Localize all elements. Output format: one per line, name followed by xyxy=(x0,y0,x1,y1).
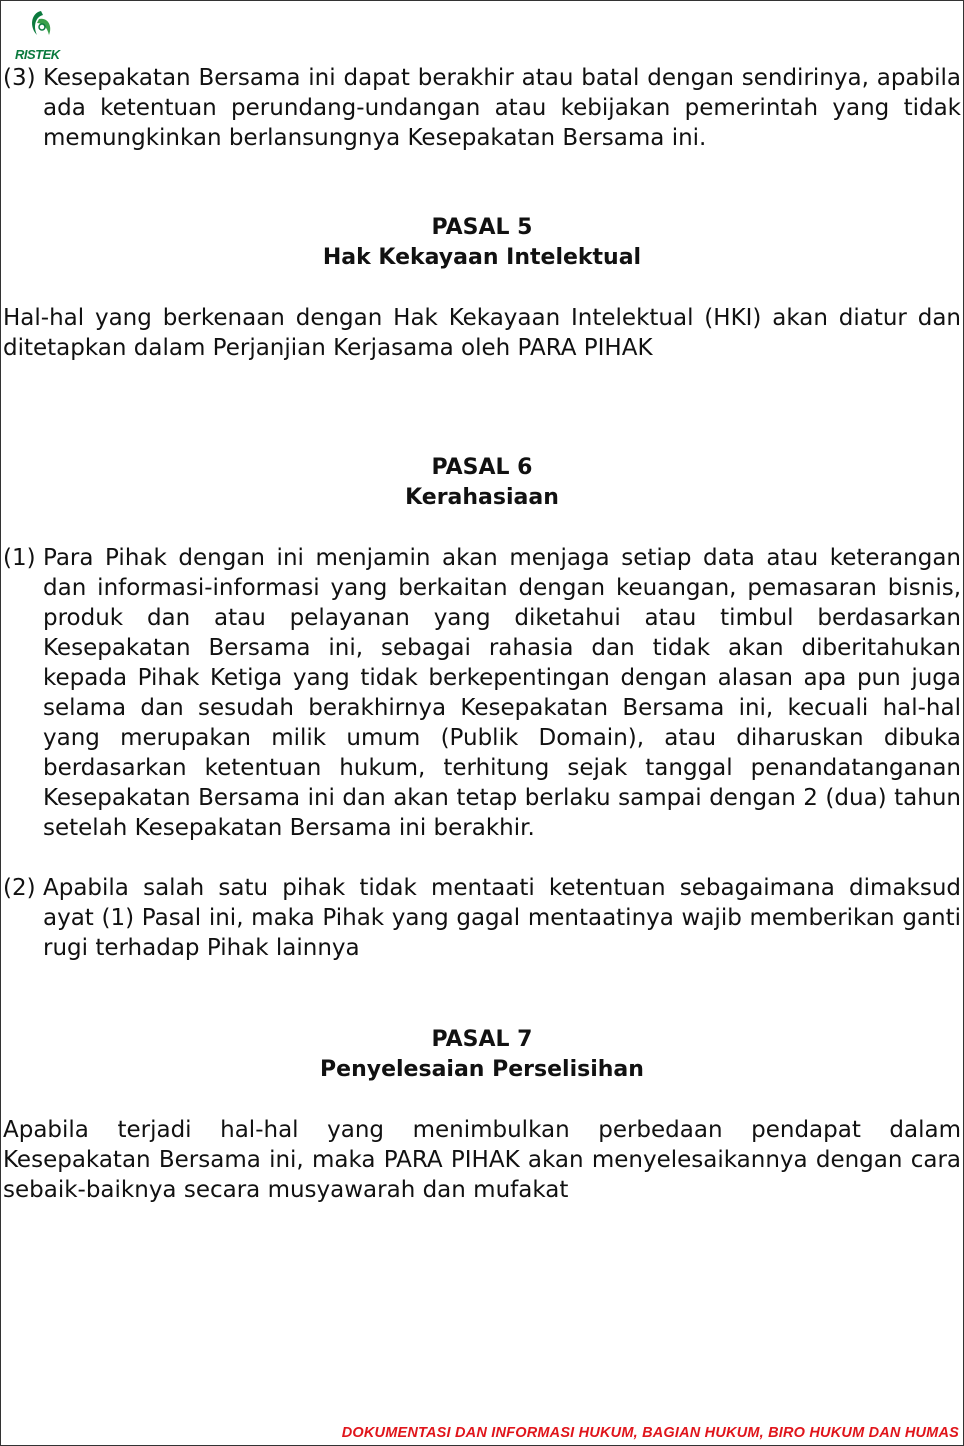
item-text: Para Pihak dengan ini menjamin akan menjaga setiap data atau keterangan dan informasi-informasi yang berkaitan dengan keuangan, pemasaran bisnis, produk dan atau pelayanan yang diketahui atau timbul berdasarkan Kesepakatan Bersama ini, sebagai rahasia dan tidak akan diberitahukan kepada Pihak Ketiga yang tidak berkepentingan dengan alasan apa pun juga selama dan sesudah berakhirnya Kesepakatan Bersama ini, kecuali hal-hal yang merupakan milik umum (Publik Domain), atau diharuskan dibuka berdasarkan ketentuan hukum, terhitung sejak tanggal penandatanganan Kesepakatan Bersama ini dan akan tetap berlaku sampai dengan 2 (dua) tahun setelah Kesepakatan Bersama ini berakhir. xyxy=(43,545,961,841)
item-text: Apabila salah satu pihak tidak mentaati ketentuan sebagaimana dimaksud ayat (1) Pasal ini, maka Pihak yang gagal mentaatinya wajib memberikan ganti rugi terhadap Pihak lainnya xyxy=(43,875,961,961)
logo-text: RISTEK xyxy=(15,47,60,62)
pasal7-body: Apabila terjadi hal-hal yang menimbulkan perbedaan pendapat dalam Kesepakatan Bersama ini, maka PARA PIHAK akan menyelesaikannya dengan cara sebaik-baiknya secara musyawarah dan mufakat xyxy=(3,1117,961,1203)
pasal6-number: PASAL 6 xyxy=(431,455,533,480)
ristek-logo xyxy=(15,7,63,63)
pasal6-title: Kerahasiaan xyxy=(405,485,559,510)
pasal5-title: Hak Kekayaan Intelektual xyxy=(322,245,642,270)
pasal7-title: Penyelesaian Perselisihan xyxy=(320,1057,644,1082)
footer-text: DOKUMENTASI DAN INFORMASI HUKUM, BAGIAN HUKUM, BIRO HUKUM DAN HUMAS xyxy=(341,1425,959,1441)
ristek-logo-icon xyxy=(23,7,59,47)
item-number: (3) xyxy=(3,65,36,91)
item-text: Kesepakatan Bersama ini dapat berakhir atau batal dengan sendirinya, apabila ada ketentuan perundang-undangan atau kebijakan pemerintah yang tidak memungkinkan berlansungnya Kesepakatan Bersama ini. xyxy=(43,65,961,151)
pasal6-item-1 xyxy=(3,543,961,843)
pasal7-number: PASAL 7 xyxy=(431,1027,533,1052)
pasal4-item-3 xyxy=(3,63,961,153)
item-number: (2) xyxy=(3,875,36,901)
pasal5-body: Hal-hal yang berkenaan dengan Hak Kekayaan Intelektual (HKI) akan diatur dan ditetapkan dalam Perjanjian Kerjasama oleh PARA PIHAK xyxy=(3,305,961,361)
pasal6-item-2 xyxy=(3,873,961,963)
pasal5-number: PASAL 5 xyxy=(431,215,533,240)
document-body xyxy=(3,63,961,1205)
item-number: (1) xyxy=(3,545,36,571)
